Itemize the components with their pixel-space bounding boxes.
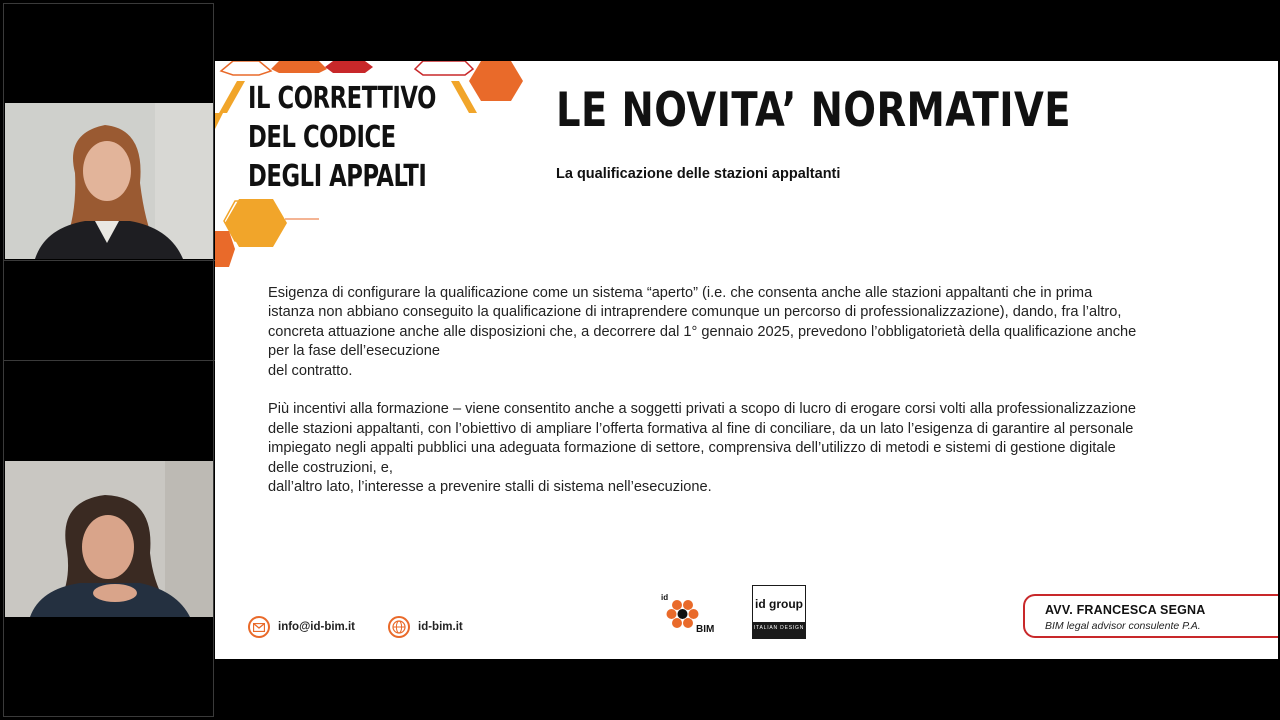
paragraph-training: Più incentivi alla formazione – viene consentito anche a soggetti privati a scopo di lucro di erogare corsi volti alla professionalizzazione delle stazioni appaltanti, con l’obiettivo di ampliare l’offerta formativa al fine di conciliare, da un lato l’esigenza di garantire al personale impiegato negli appalti pubblici una adeguata formazione di settore, comprensiva dell’utilizzo di metodi e sistemi di gestione digitale delle costruzioni, e, dall’altro lato, l’interesse a prevenire stalli di sistema nell’esecuzione. <box>268 401 1136 496</box>
idgroup-logo-top: id group <box>752 585 806 623</box>
slide-subtitle: La qualificazione delle stazioni appaltanti <box>556 166 841 182</box>
paragraph-qualification: Esigenza di configurare la qualificazione come un sistema “aperto” (i.e. che consenta anche alle stazioni appaltanti che in prima istanza non abbiano conseguito la qualificazione di intraprendere comunque un percorso di professionalizzazione), dando, fra l’altro, concreta attuazione anche alle disposizioni che, a decorrere dal 1° gennaio 2025, prevedono l’obbligatorietà della qualificazione anche per la fase dell’esecuzione del contratto. <box>268 285 1137 379</box>
presenter-name: AVV. FRANCESCA SEGNA <box>1045 603 1206 617</box>
website-text: id-bim.it <box>418 621 463 633</box>
participant-video-2[interactable] <box>5 461 213 617</box>
svg-text:BIM: BIM <box>696 624 715 635</box>
email-contact <box>248 616 355 638</box>
globe-icon <box>388 616 410 638</box>
presenter-badge <box>1023 594 1278 638</box>
participants-panel <box>3 3 214 717</box>
participant-avatar <box>5 461 213 617</box>
slide-body <box>268 284 1228 517</box>
slide-title: LE NOVITA’ NORMATIVE <box>556 83 1071 138</box>
idgroup-logo <box>752 585 806 639</box>
idbim-logo <box>659 591 721 635</box>
participant-video-1[interactable] <box>5 103 213 259</box>
course-title: IL CORRETTIVO DEL CODICE DEGLI APPALTI <box>248 81 436 194</box>
idgroup-logo-bottom: ITALIAN DESIGN <box>753 625 805 631</box>
presenter-role: BIM legal advisor consulente P.A. <box>1045 620 1201 632</box>
email-icon <box>248 616 270 638</box>
svg-text:id: id <box>661 593 669 602</box>
presentation-slide <box>215 61 1278 659</box>
email-text: info@id-bim.it <box>278 621 356 633</box>
participant-avatar <box>5 103 213 259</box>
website-contact <box>388 616 463 638</box>
